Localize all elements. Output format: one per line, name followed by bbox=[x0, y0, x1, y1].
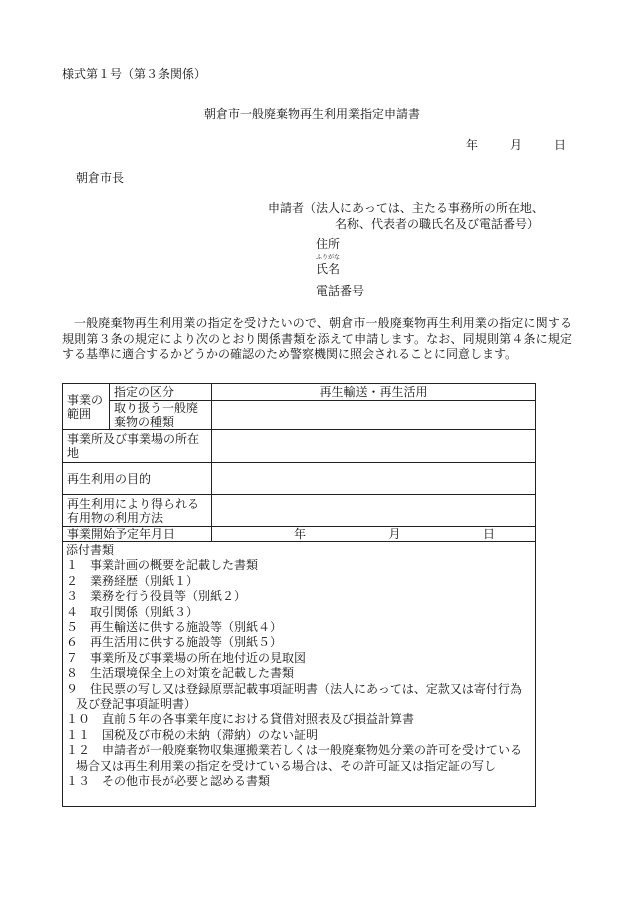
name-furigana: ふりがな bbox=[316, 254, 341, 261]
attachment-item: ３ 業務を行う役員等（別紙２） bbox=[66, 589, 247, 604]
name-label: 氏名 bbox=[316, 262, 341, 276]
attachment-item: ２ 業務経歴（別紙１） bbox=[66, 573, 199, 588]
date-line bbox=[466, 137, 566, 153]
start-date-month: 月 bbox=[388, 527, 401, 541]
date-year: 年 bbox=[466, 138, 479, 152]
use-method-label: 再生利用により得られる有用物の利用方法 bbox=[63, 495, 212, 527]
use-method-field[interactable] bbox=[212, 495, 536, 527]
applicant-label bbox=[268, 200, 568, 232]
attachment-item: ８ 生活環境保全上の対策を記載した書類 bbox=[66, 666, 295, 681]
application-statement: 一般廃棄物再生利用業の指定を受けたいので、朝倉市一般廃棄物再生利用業の指定に関する規則第３条の規定により次のとおり関係書類を添えて申請します。なお、同規則第４条に規定する基準に適合するかどうかの確認のため警察機関に照会されることに同意します。 bbox=[62, 316, 572, 362]
office-location-field[interactable] bbox=[212, 430, 536, 463]
purpose-label: 再生利用の目的 bbox=[63, 463, 212, 495]
date-month: 月 bbox=[509, 138, 522, 152]
attachment-item: １１ 国税及び市税の未納（滞納）のない証明 bbox=[66, 727, 319, 742]
applicant-label-line2: 名称、代表者の職氏名及び電話番号） bbox=[335, 217, 540, 232]
attachment-item: ４ 取引関係（別紙３） bbox=[66, 604, 199, 619]
waste-type-label: 取り扱う一般廃棄物の種類 bbox=[110, 401, 212, 430]
designation-type-label: 指定の区分 bbox=[110, 384, 212, 401]
document-title: 朝倉市一般廃棄物再生利用業指定申請書 bbox=[204, 107, 421, 121]
start-date-day: 日 bbox=[482, 527, 495, 541]
attachment-item: ６ 再生活用に供する施設等（別紙５） bbox=[66, 635, 283, 650]
attachments-heading: 添付書類 bbox=[66, 543, 115, 557]
attachment-item: １３ その他市長が必要と認める書類 bbox=[66, 774, 271, 789]
addressee: 朝倉市長 bbox=[76, 171, 125, 185]
date-day: 日 bbox=[553, 138, 566, 152]
phone-label: 電話番号 bbox=[316, 284, 365, 298]
attachment-item: １０ 直前５年の各事業年度における貸借対照表及び損益計算書 bbox=[66, 712, 415, 727]
designation-type-value: 再生輸送・再生活用 bbox=[212, 384, 536, 401]
attachment-item: １２ 申請者が一般廃棄物収集運搬業若しくは一般廃棄物処分業の許可を受けている場合又は再生利用業の指定を受けている場合は、その許可証又は指定証の写し bbox=[66, 743, 523, 773]
business-scope-label: 事業の範囲 bbox=[63, 384, 110, 430]
start-date-label: 事業開始予定年月日 bbox=[63, 527, 212, 542]
address-label: 住所 bbox=[316, 237, 341, 251]
attachment-item: ９ 住民票の写し又は登録原票記載事項証明書（法人にあっては、定款又は寄付行為及び登記事項証明書） bbox=[66, 681, 522, 712]
application-table bbox=[62, 383, 536, 542]
office-location-label: 事業所及び事業場の所在地 bbox=[63, 430, 212, 463]
start-date-year: 年 bbox=[294, 527, 307, 541]
attachment-item: ７ 事業所及び事業場の所在地付近の見取図 bbox=[66, 650, 307, 665]
purpose-field[interactable] bbox=[212, 463, 536, 495]
start-date-field[interactable] bbox=[212, 527, 536, 542]
form-number: 様式第１号（第３条関係） bbox=[62, 67, 207, 81]
applicant-label-line1: 申請者（法人にあっては、主たる事務所の所在地、 bbox=[268, 201, 544, 215]
attachment-item: １ 事業計画の概要を記載した書類 bbox=[66, 558, 259, 573]
attachments-section bbox=[62, 541, 536, 807]
attachment-item: ５ 再生輸送に供する施設等（別紙４） bbox=[66, 620, 283, 635]
waste-type-field[interactable] bbox=[212, 401, 536, 430]
